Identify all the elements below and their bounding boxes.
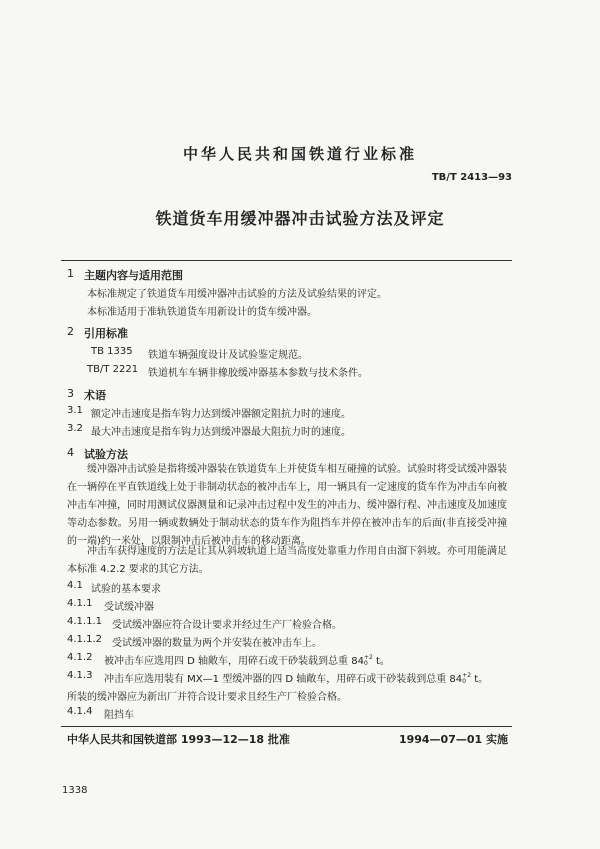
tolerance — [364, 655, 373, 667]
reference-code: TB/T 2221 — [87, 364, 139, 375]
reference-title: 铁道机车车辆非橡胶缓冲器基本参数与技术条件。 — [148, 368, 368, 379]
section-1-line-2: 本标准适用于准轨铁道货车用新设计的货车缓冲器。 — [87, 307, 317, 318]
clause-number: 4.1.4 — [67, 706, 93, 717]
section-1-line-1: 本标准规定了铁道货车用缓冲器冲击试验的方法及试验结果的评定。 — [87, 289, 387, 300]
standard-code: TB/T 2413—93 — [431, 172, 512, 183]
clause-text: 额定冲击速度是指车钩力达到缓冲器额定阻抗力时的速度。 — [91, 409, 351, 420]
clause-text: 受试缓冲器应符合设计要求并经过生产厂检验合格。 — [112, 620, 342, 631]
tolerance — [462, 673, 471, 685]
tolerance-upper: +2 — [462, 672, 472, 679]
section-2-number: 2 — [67, 325, 74, 338]
clause-number: 4.1.2 — [67, 652, 93, 663]
clause-continuation: 所装的缓冲器应为新出厂并符合设计要求且经生产厂检验合格。 — [67, 692, 347, 703]
tolerance-lower: 0 — [363, 660, 368, 667]
page-number: 1338 — [62, 785, 88, 796]
clause-number: 4.1.1.2 — [67, 634, 102, 645]
section-3-title: 术语 — [84, 389, 106, 402]
unit: t。 — [372, 656, 390, 667]
clause-number: 4.1.3 — [67, 670, 93, 681]
tolerance-upper: +2 — [363, 654, 373, 661]
top-rule — [61, 260, 512, 261]
clause-text: 试验的基本要求 — [91, 584, 161, 595]
clause-text: 受试缓冲器的数量为两个并安装在被冲击车上。 — [112, 638, 322, 649]
clause-text-main: 冲击车应选用装有 MX—1 型缓冲器的四 D 轴敞车，用碎石或干砂装载到总重 84 — [104, 674, 463, 685]
section-4-paragraph-1: 缓冲器冲击试验是指将缓冲器装在铁道货车上并使货车相互碰撞的试验。试验时将受试缓冲器装在一辆停在平直铁道线上处于非制动状态的被冲击车上，用一辆具有一定速度的货车作为冲击车向被冲击车冲撞，同时用测试仪器测量和记录冲击过程中发生的冲击力、缓冲器行程、冲击速度及加速度等动态参数。另用一辆或数辆处于制动状态的货车作为阻挡车并停在被冲击车的后面(非直接受冲撞的一端)约一米处，以限制冲击后被冲击车的移动距离。 — [67, 464, 507, 547]
section-4-paragraph-2: 冲击车获得速度的方法是让其从斜坡轨道上适当高度处靠重力作用自由溜下斜坡。亦可用能满足本标准 4.2.2 要求的其它方法。 — [67, 546, 507, 575]
document-title: 铁道货车用缓冲器冲击试验方法及评定 — [155, 209, 445, 228]
standard-title: 中华人民共和国铁道行业标准 — [182, 145, 417, 163]
clause-number: 4.1.1.1 — [67, 616, 102, 627]
reference-code: TB 1335 — [91, 346, 133, 357]
clause-number: 4.1.1 — [67, 598, 93, 609]
reference-title: 铁道车辆强度设计及试验鉴定规范。 — [148, 350, 308, 361]
section-4-number: 4 — [67, 446, 74, 459]
approval-line: 中华人民共和国铁道部 1993—12—18 批准 — [67, 733, 290, 746]
unit: t。 — [471, 674, 489, 685]
tolerance-lower: 0 — [462, 678, 466, 685]
clause-text — [104, 670, 488, 685]
section-1-number: 1 — [67, 267, 74, 280]
clause-text: 最大冲击速度是指车钩力达到缓冲器最大阻抗力时的速度。 — [91, 427, 351, 438]
clause-number: 4.1 — [67, 580, 83, 591]
clause-text: 阻挡车 — [104, 710, 134, 721]
clause-text-main: 被冲击车应选用四 D 轴敞车，用碎石或干砂装载到总重 84 — [104, 656, 364, 667]
clause-text: 受试缓冲器 — [104, 602, 154, 613]
effective-date: 1994—07—01 实施 — [398, 733, 508, 746]
clause-number: 3.1 — [67, 405, 83, 416]
clause-text — [104, 652, 390, 667]
section-2-title: 引用标准 — [84, 327, 128, 340]
bottom-rule — [61, 726, 512, 727]
clause-number: 3.2 — [67, 423, 83, 434]
section-1-title: 主题内容与适用范围 — [84, 269, 183, 282]
section-3-number: 3 — [67, 387, 74, 400]
section-4-title: 试验方法 — [84, 448, 128, 461]
